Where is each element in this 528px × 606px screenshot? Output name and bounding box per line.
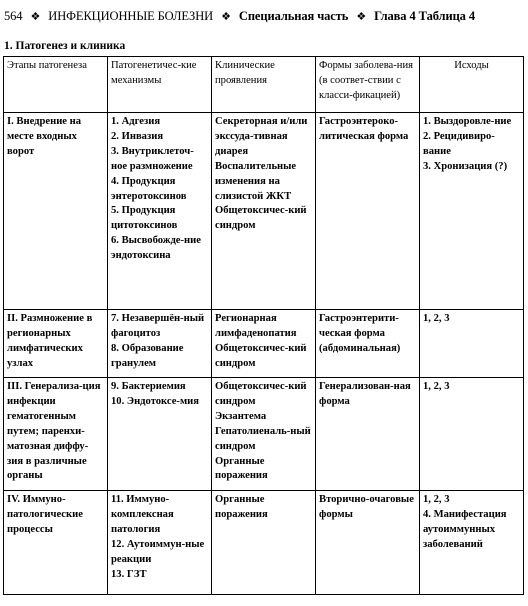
pathogenesis-table — [3, 56, 524, 595]
manifestation-item: Регионарная лимфаденопатия — [215, 313, 297, 339]
manifestations-cell — [212, 113, 316, 310]
outcome-item: 2. Рецидивиро-вание — [423, 130, 495, 157]
outcome-item: 3. Хронизация (?) — [423, 160, 508, 172]
column-header: Патогенетичес-кие механизмы — [108, 57, 212, 113]
mechanism-item: 13. ГЗТ — [111, 568, 147, 580]
outcome-item: 1. Выздоровле-ние — [423, 116, 512, 127]
mechanism-item: 8. Образование гранулем — [111, 342, 184, 369]
mechanism-item: 6. Высвобожде-ние эндотоксина — [111, 235, 201, 262]
stage-cell: I. Внедрение на месте входных ворот — [4, 113, 108, 310]
manifestation-item: Экзантема — [215, 410, 267, 422]
manifestation-item: Общетоксичес-кий синдром — [215, 342, 307, 369]
manifestation-item: Гепатолиеналь-ный синдром — [215, 425, 311, 452]
manifestations-cell — [212, 378, 316, 491]
forms-cell: Гастроэнтерити-ческая форма (абдоминальная) — [316, 310, 420, 378]
running-header — [4, 9, 524, 27]
column-header: Исходы — [420, 57, 524, 113]
forms-cell: Вторично-очаговые формы — [316, 491, 420, 595]
table-row — [4, 378, 524, 491]
outcome-item: 1, 2, 3 — [423, 494, 450, 505]
outcomes-cell — [420, 378, 524, 491]
chapter-label: Глава 4 — [374, 9, 416, 23]
stage-cell: II. Размножение в регионарных лимфатических узлах — [4, 310, 108, 378]
mechanism-item: 10. Эндотоксе-мия — [111, 395, 200, 407]
mechanism-item: 3. Внутриклеточ-ное размножение — [111, 145, 194, 172]
mechanisms-cell — [108, 491, 212, 595]
mechanism-item: 11. Иммуно-комплексная патология — [111, 494, 174, 535]
outcomes-cell — [420, 310, 524, 378]
mechanisms-cell — [108, 378, 212, 491]
manifestation-item: Воспалительные изменения на слизистой ЖКТ — [215, 160, 297, 202]
stage-cell: III. Генерализа-ция инфекции гематогенным путем; паренхи-матозная диффу-зия в различные органы — [4, 378, 108, 491]
manifestation-item: Общетоксичес-кий синдром — [215, 205, 307, 232]
column-header: Клинические проявления — [212, 57, 316, 113]
mechanism-item: 4. Продукция энтеротоксинов — [111, 175, 187, 202]
mechanism-item: 5. Продукция цитотоксинов — [111, 205, 178, 232]
manifestation-item: Органные поражения — [215, 494, 268, 520]
separator-icon: ❖ — [221, 11, 231, 23]
table-label: Таблица 4 — [418, 9, 475, 23]
manifestation-item: Общетоксичес-кий синдром — [215, 381, 307, 407]
table-row — [4, 113, 524, 310]
manifestations-cell — [212, 310, 316, 378]
outcome-item: 1, 2, 3 — [423, 313, 450, 324]
mechanism-item: 2. Инвазия — [111, 130, 164, 142]
column-header: Формы заболева-ния (в соответ-ствии с класси-фикацией) — [316, 57, 420, 113]
manifestation-item: Органные поражения — [215, 455, 268, 482]
outcome-item: 4. Манифестация аутоиммунных заболеваний — [423, 508, 507, 550]
table-row — [4, 310, 524, 378]
part-title: Специальная часть — [238, 9, 349, 23]
section-title: 1. Патогенез и клиника — [4, 40, 126, 52]
stage-cell: IV. Иммуно-патологические процессы — [4, 491, 108, 595]
column-header: Этапы патогенеза — [4, 57, 108, 113]
manifestations-cell — [212, 491, 316, 595]
table-header-row — [4, 57, 524, 113]
mechanisms-cell — [108, 310, 212, 378]
forms-cell: Гастроэнтероко-литическая форма — [316, 113, 420, 310]
manifestation-item: Секреторная и/или экссуда-тивная диарея — [215, 116, 308, 157]
outcome-item: 1, 2, 3 — [423, 381, 450, 392]
mechanisms-cell — [108, 113, 212, 310]
mechanism-item: 1. Адгезия — [111, 116, 161, 127]
table-row — [4, 491, 524, 595]
outcomes-cell — [420, 113, 524, 310]
forms-cell: Генерализован-ная форма — [316, 378, 420, 491]
mechanism-item: 9. Бактериемия — [111, 381, 186, 392]
separator-icon: ❖ — [30, 11, 41, 23]
book-title: ИНФЕКЦИОННЫЕ БОЛЕЗНИ — [48, 9, 214, 23]
separator-icon: ❖ — [356, 11, 367, 23]
mechanism-item: 12. Аутоиммун-ные реакции — [111, 538, 205, 565]
outcomes-cell — [420, 491, 524, 595]
mechanism-item: 7. Незавершён-ный фагоцитоз — [111, 313, 205, 339]
page-number: 564 — [4, 9, 23, 23]
